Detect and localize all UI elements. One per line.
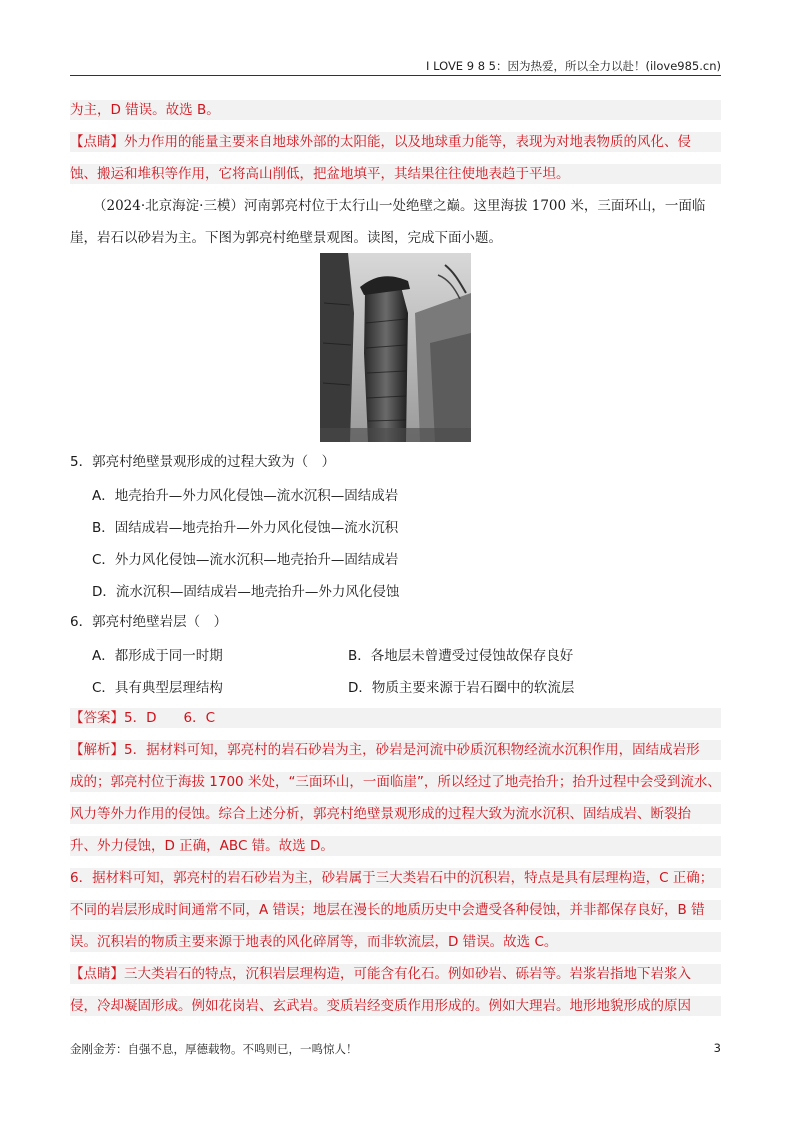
page-header (70, 55, 721, 76)
footer-motto: 金刚金芳：自强不息，厚德载物。不鸣则已，一鸣惊人！ (70, 1042, 358, 1056)
analysis-line-5: 6．据材料可知，郭亮村的岩石砂岩为主，砂岩属于三大类岩石中的沉积岩，特点是具有层理构造，C 正确； (70, 868, 721, 888)
q6-option-c: C．具有典型层理结构 (92, 680, 223, 696)
page-footer (70, 1041, 721, 1057)
analysis-line-7: 误。沉积岩的物质主要来源于地表的风化碎屑等，而非软流层，D 错误。故选 C。 (70, 932, 721, 952)
tip2-line-1: 【点睛】三大类岩石的特点，沉积岩层理构造，可能含有化石。例如砂岩、砾岩等。岩浆岩指地下岩浆入 (70, 964, 721, 984)
analysis-line-2: 成的；郭亮村位于海拔 1700 米处，“三面环山，一面临崖”，所以经过了地壳抬升；抬升过程中会受到流水、 (70, 774, 721, 790)
q5-stem: 5．郭亮村绝壁景观形成的过程大致为（ ） (70, 454, 336, 470)
tip-line-2: 蚀、搬运和堆积等作用，它将高山削低，把盆地填平，其结果往往使地表趋于平坦。 (70, 164, 721, 184)
analysis-line-1: 【解析】5．据材料可知，郭亮村的岩石砂岩为主，砂岩是河流中砂质沉积物经流水沉积作用，固结成岩形 (70, 740, 721, 760)
intro-line-2: 崖，岩石以砂岩为主。下图为郭亮村绝壁景观图。读图，完成下面小题。 (70, 230, 502, 246)
q6-stem: 6．郭亮村绝壁岩层（ ） (70, 614, 228, 630)
tip-line-1: 【点睛】外力作用的能量主要来自地球外部的太阳能，以及地球重力能等，表现为对地表物质的风化、侵 (70, 132, 721, 152)
q6-option-a: A．都形成于同一时期 (92, 648, 223, 664)
tip2-line-2: 侵，冷却凝固形成。例如花岗岩、玄武岩。变质岩经变质作用形成的。例如大理岩。地形地貌形成的原因 (70, 996, 721, 1016)
answer-line: 【答案】5．D 6．C (70, 708, 721, 728)
q5-option-d: D．流水沉积—固结成岩—地壳抬升—外力风化侵蚀 (92, 584, 400, 600)
header-text: I LOVE 9 8 5：因为热爱，所以全力以赴！(ilove985.cn) (426, 59, 721, 73)
q6-option-b: B．各地层未曾遭受过侵蚀故保存良好 (348, 648, 574, 664)
prev-answer-tail: 为主，D 错误。故选 B。 (70, 100, 721, 120)
q5-option-a: A．地壳抬升—外力风化侵蚀—流水沉积—固结成岩 (92, 488, 399, 504)
intro-line-1: （2024·北京海淀·三模）河南郭亮村位于太行山一处绝壁之巅。这里海拔 1700 米，三面环山，一面临 (93, 198, 706, 214)
q5-option-b: B．固结成岩—地壳抬升—外力风化侵蚀—流水沉积 (92, 520, 399, 536)
analysis-line-6: 不同的岩层形成时间通常不同，A 错误；地层在漫长的地质历史中会遭受各种侵蚀，并非都保存良好，B 错 (70, 900, 721, 920)
page-number: 3 (713, 1041, 721, 1055)
q5-option-c: C．外力风化侵蚀—流水沉积—地壳抬升—固结成岩 (92, 552, 399, 568)
cliff-photo (320, 253, 471, 442)
q6-option-d: D．物质主要来源于岩石圈中的软流层 (348, 680, 575, 696)
analysis-line-4: 升、外力侵蚀，D 正确，ABC 错。故选 D。 (70, 836, 721, 856)
analysis-line-3: 风力等外力作用的侵蚀。综合上述分析，郭亮村绝壁景观形成的过程大致为流水沉积、固结成岩、断裂抬 (70, 804, 721, 824)
